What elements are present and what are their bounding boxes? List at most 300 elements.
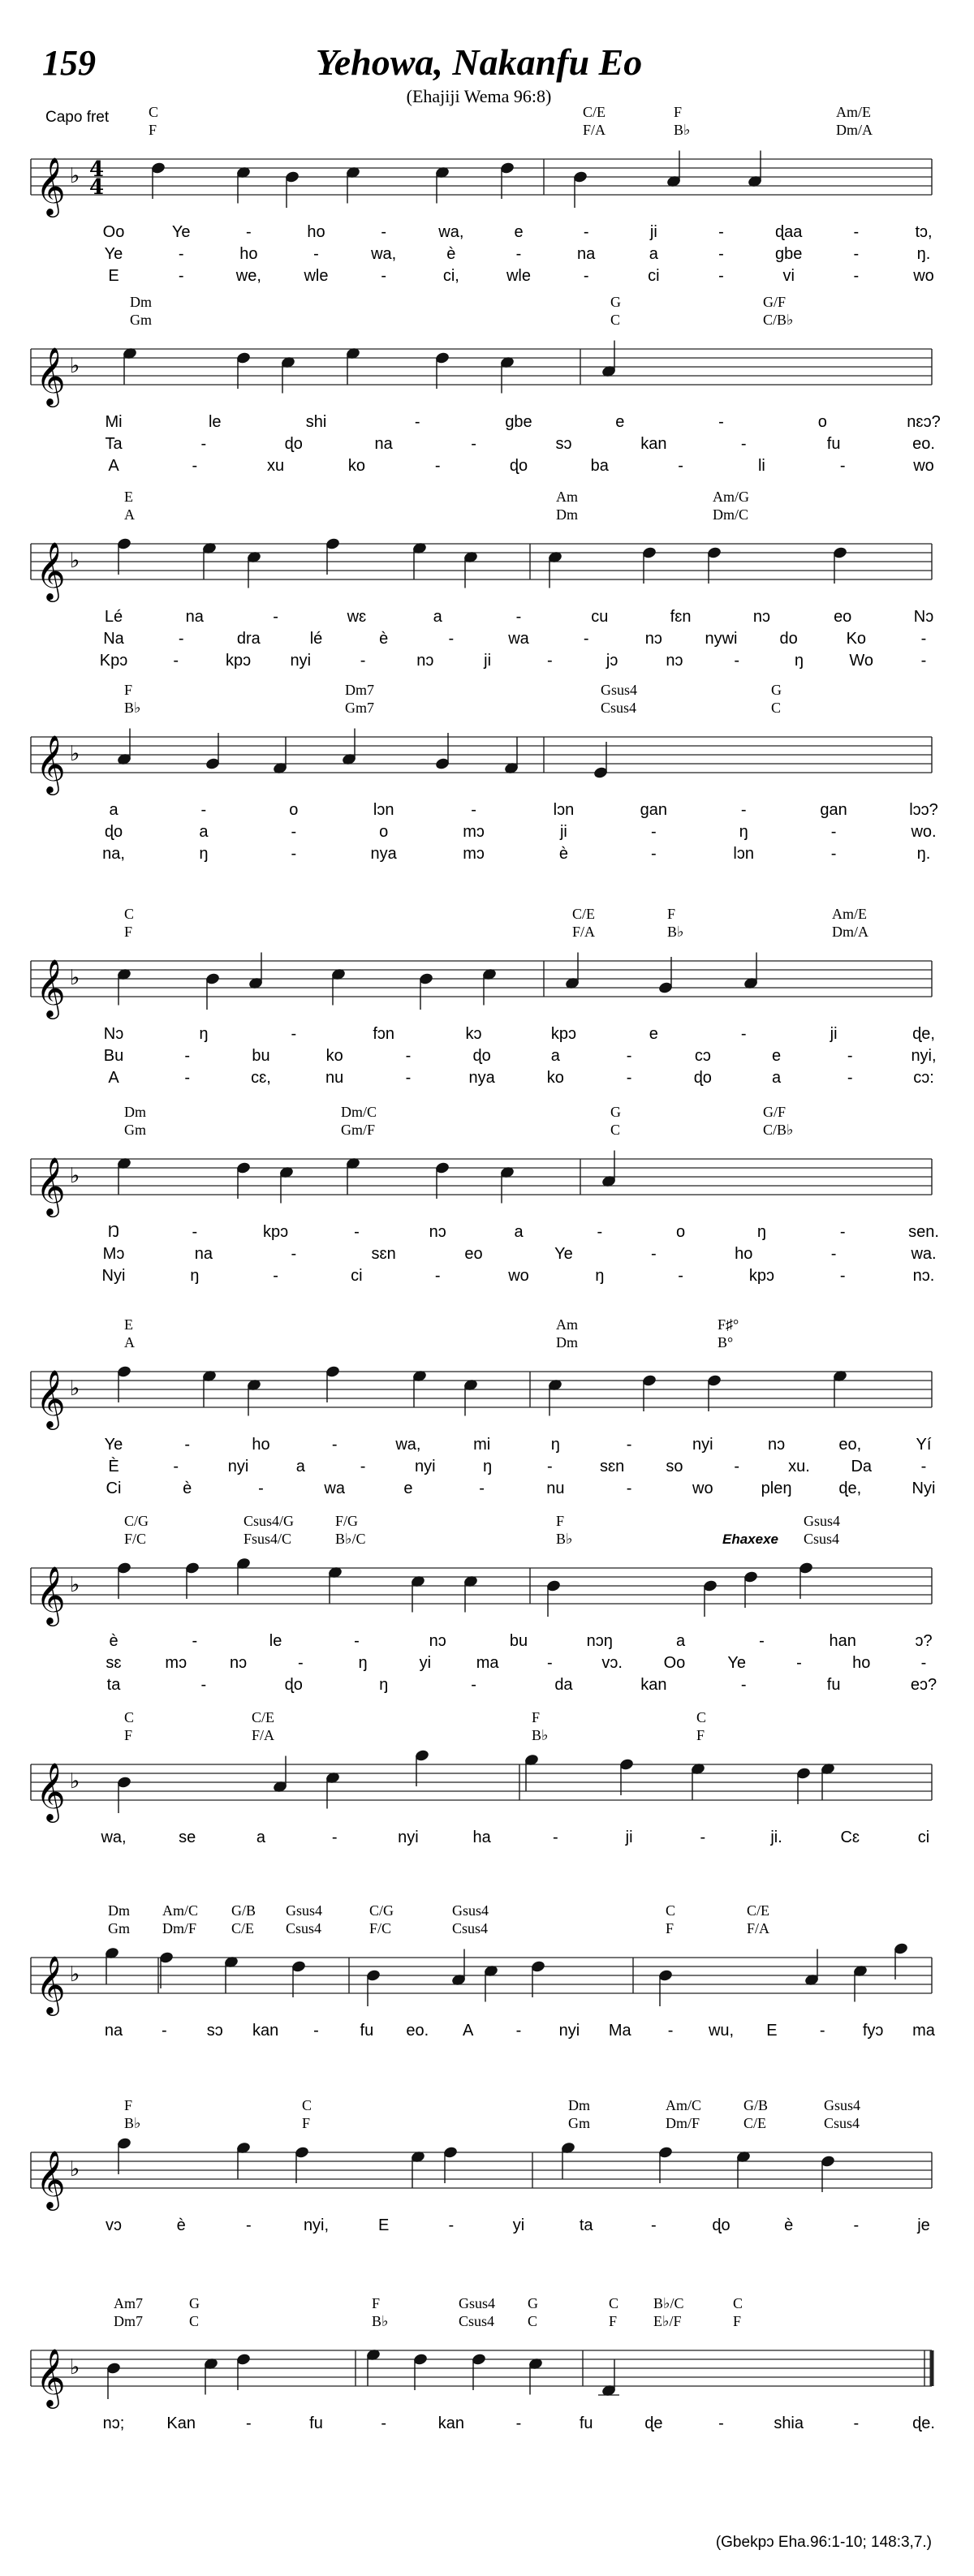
lyric-syllable: wa, [371, 245, 397, 263]
systems-container [31, 104, 941, 2432]
chord-symbol-top: Gsus4 [804, 1513, 841, 1529]
lyric-syllable: - [626, 1480, 632, 1497]
lyric-syllable: - [184, 1069, 191, 1087]
lyric-syllable: - [847, 1047, 853, 1065]
lyric-syllable: - [245, 2414, 252, 2432]
lyric-syllable: ko [347, 457, 365, 475]
chord-symbol-bottom: Gm [124, 1122, 146, 1138]
key-signature-flat-icon: ♭ [70, 549, 80, 573]
lyric-syllable: - [597, 1223, 603, 1241]
lyric-syllable: - [184, 1436, 191, 1454]
lyric-syllable: Nɔ [913, 608, 934, 626]
lyric-syllable: a [514, 1223, 524, 1241]
chord-symbol-top: C/E [252, 1709, 275, 1725]
lyric-syllable: ji [559, 823, 567, 841]
lyric-syllable: ɖe, [838, 1480, 862, 1497]
lyric-syllable: kpɔ [550, 1025, 577, 1043]
lyric-syllable: - [178, 245, 184, 263]
chord-symbol-top: F [372, 2295, 381, 2311]
lyric-syllable: ta [106, 1676, 121, 1694]
lyric-syllable: - [718, 245, 724, 263]
system-9 [31, 1709, 932, 1846]
lyric-syllable: na [374, 435, 393, 453]
chord-symbol-bottom: C/E [231, 1920, 255, 1936]
lyric-syllable: ɖe, [912, 1025, 935, 1043]
lyric-syllable: - [434, 1267, 441, 1285]
chord-symbol-top: C/E [572, 906, 596, 922]
lyric-syllable: eo [464, 1245, 483, 1263]
chord-symbol-top: F/G [335, 1513, 359, 1529]
lyric-syllable: cɔ: [913, 1069, 934, 1087]
lyric-syllable: wo [913, 267, 934, 285]
lyric-syllable: - [583, 223, 589, 241]
lyric-syllable: ho [735, 1245, 753, 1263]
lyric-syllable: - [547, 1458, 553, 1475]
lyric-syllable: nɔ; [102, 2414, 125, 2432]
lyric-syllable: kan [252, 2022, 279, 2040]
lyric-syllable: Yí [916, 1436, 932, 1454]
lyric-syllable: a [256, 1829, 266, 1846]
lyric-syllable: wa, [101, 1829, 127, 1846]
lyric-syllable: ɖo [509, 457, 528, 475]
chord-symbol-top: G/B [231, 1902, 256, 1919]
lyric-syllable: e [771, 1047, 782, 1065]
chord-symbol-bottom: B♭ [556, 1531, 573, 1547]
key-signature-flat-icon: ♭ [70, 164, 80, 188]
system-1 [31, 104, 934, 285]
lyric-syllable: - [853, 2216, 860, 2234]
chord-symbol-top: Gsus4 [824, 2097, 861, 2113]
lyric-syllable: - [740, 435, 747, 453]
lyric-syllable: nyi [692, 1436, 713, 1454]
lyric-syllable: sen. [908, 1223, 939, 1241]
lyric-syllable: ko [546, 1069, 564, 1087]
lyric-syllable: Ŋ [107, 1223, 120, 1241]
lyric-syllable: ɖaa [774, 223, 803, 241]
lyric-syllable: vɔ. [601, 1654, 623, 1672]
lyric-syllable: le [269, 1632, 282, 1650]
chord-symbol-bottom: Csus4 [452, 1920, 489, 1936]
lyric-syllable: - [920, 652, 927, 670]
lyric-syllable: nɔ [767, 1436, 786, 1454]
lyric-syllable: - [650, 823, 657, 841]
hymn-subtitle: (Ehajiji Wema 96:8) [406, 86, 552, 106]
chord-symbol-top: Gsus4 [286, 1902, 323, 1919]
lyric-syllable: Ci [106, 1480, 122, 1497]
lyric-syllable: - [830, 823, 837, 841]
lyric-syllable: gbe [505, 413, 532, 431]
lyric-syllable: - [853, 245, 860, 263]
hymn-number: 159 [42, 43, 96, 83]
chord-symbol-top: E [124, 1316, 133, 1333]
lyric-syllable: - [515, 608, 522, 626]
lyric-syllable: e [615, 413, 625, 431]
chord-symbol-top: F♯° [718, 1316, 739, 1333]
lyric-syllable: kan [640, 1676, 667, 1694]
lyric-syllable: ɖe [644, 2414, 663, 2432]
chord-symbol-bottom: F [609, 2313, 618, 2329]
lyric-syllable: ŋ. [916, 245, 931, 263]
lyric-syllable: Lé [104, 608, 123, 626]
lyric-syllable: ci [351, 1267, 363, 1285]
chord-symbol-top: Dm [130, 294, 152, 310]
lyric-syllable: eo [834, 608, 852, 626]
lyric-syllable: Wo [849, 652, 874, 670]
lyric-syllable: sɛ [106, 1654, 122, 1672]
chord-symbol-bottom: F/A [583, 122, 606, 138]
lyric-syllable: - [471, 801, 476, 819]
lyric-syllable: è [109, 1632, 119, 1650]
lyric-syllable: - [192, 457, 198, 475]
lyric-syllable: E [108, 267, 119, 285]
lyric-syllable: a [433, 608, 442, 626]
lyric-syllable: e [514, 223, 524, 241]
system-5 [31, 906, 937, 1087]
lyric-syllable: - [796, 1654, 802, 1672]
lyric-syllable: lɔn [553, 801, 575, 819]
lyric-syllable: ci [648, 267, 660, 285]
treble-clef-icon: 𝄞 [36, 958, 66, 1017]
lyric-syllable: - [920, 1654, 927, 1672]
treble-clef-icon: 𝄞 [36, 346, 66, 405]
chord-symbol-bottom: F [124, 924, 133, 940]
lyric-syllable: wo [508, 1267, 529, 1285]
chord-symbol-top: F [532, 1709, 541, 1725]
lyric-syllable: lɔn [373, 801, 394, 819]
treble-clef-icon: 𝄞 [36, 156, 66, 215]
chord-symbol-bottom: B♭ [667, 924, 684, 940]
lyric-syllable: wa, [438, 223, 464, 241]
lyric-syllable: jɔ [606, 652, 618, 670]
chord-symbol-top: G/F [763, 1104, 787, 1120]
lyric-syllable: cɔ [694, 1047, 711, 1065]
lyric-syllable: o [817, 413, 827, 431]
lyric-syllable: - [192, 1632, 198, 1650]
lyric-syllable: ho [852, 1654, 871, 1672]
chord-symbol-top: Am [556, 1316, 578, 1333]
lyric-syllable: Mɔ [102, 1245, 125, 1263]
scripture-reference: (Gbekpɔ Eha.96:1-10; 148:3,7.) [715, 2534, 932, 2551]
chord-symbol-bottom: Csus4 [459, 2313, 495, 2329]
lyric-syllable: wa, [395, 1436, 421, 1454]
lyric-syllable: - [667, 2022, 674, 2040]
lyric-syllable: ɖo [693, 1069, 712, 1087]
lyric-syllable: - [162, 2022, 167, 2040]
lyric-syllable: vɔ [106, 2216, 122, 2234]
chord-symbol-top: G [610, 1104, 621, 1120]
lyric-syllable: bu [252, 1047, 270, 1065]
chord-symbol-bottom: C/B♭ [763, 312, 794, 328]
lyric-syllable: kɔ [465, 1025, 482, 1043]
key-signature-flat-icon: ♭ [70, 1573, 80, 1597]
lyric-syllable: Ta [105, 435, 123, 453]
lyric-syllable: nɔ [429, 1632, 446, 1650]
chord-symbol-top: Am/G [713, 489, 749, 505]
lyric-syllable: - [847, 1069, 853, 1087]
lyric-syllable: gbe [774, 245, 803, 263]
lyric-syllable: bu [509, 1632, 528, 1650]
lyric-syllable: - [547, 1654, 553, 1672]
chord-symbol-top: C [733, 2295, 743, 2311]
lyric-syllable: - [734, 1458, 740, 1475]
lyric-syllable: a [676, 1632, 686, 1650]
lyric-syllable: - [434, 457, 441, 475]
lyric-syllable: - [547, 652, 553, 670]
chord-symbol-bottom: B♭ [372, 2313, 389, 2329]
chord-symbol-bottom: F [149, 122, 157, 138]
lyric-syllable: nɔ [752, 608, 770, 626]
lyric-syllable: nywi [705, 630, 738, 648]
lyric-syllable: mɔ [463, 823, 485, 841]
chord-symbol-top: Am/E [832, 906, 867, 922]
lyric-syllable: - [920, 630, 927, 648]
chord-symbol-top: G [610, 294, 621, 310]
lyric-syllable: - [200, 801, 207, 819]
chord-symbol-bottom: Gm7 [345, 700, 374, 716]
lyric-syllable: - [626, 1436, 632, 1454]
lyric-syllable: Oo [102, 223, 125, 241]
system-11 [31, 2097, 932, 2234]
lyric-syllable: a [109, 801, 119, 819]
lyric-syllable: - [853, 223, 860, 241]
lyric-syllable: - [414, 413, 420, 431]
lyric-syllable: - [354, 1632, 360, 1650]
lyric-syllable: a [295, 1458, 305, 1475]
lyric-syllable: - [583, 267, 589, 285]
lyric-syllable: ŋ [199, 845, 209, 863]
lyric-syllable: ɖo [104, 823, 123, 841]
lyric-syllable: - [405, 1047, 412, 1065]
lyric-syllable: Ye [104, 245, 123, 263]
key-signature-flat-icon: ♭ [70, 1769, 80, 1794]
lyric-syllable: - [291, 1025, 297, 1043]
treble-clef-icon: 𝄞 [36, 1156, 66, 1215]
lyric-syllable: mɔ [463, 845, 485, 863]
lyric-syllable: a [649, 245, 658, 263]
chord-symbol-top: B♭/C [653, 2295, 684, 2311]
lyric-syllable: kpɔ [225, 652, 252, 670]
section-marking: Ehaxexe [722, 1531, 778, 1547]
lyric-syllable: - [405, 1069, 412, 1087]
lyric-syllable: - [291, 823, 297, 841]
lyric-syllable: ma [912, 2022, 935, 2040]
key-signature-flat-icon: ♭ [70, 1962, 80, 1987]
lyric-syllable: ba [590, 457, 609, 475]
lyric-syllable: - [740, 801, 747, 819]
lyric-syllable: Kpɔ [99, 652, 128, 670]
lyric-syllable: - [839, 1223, 846, 1241]
lyric-syllable: - [678, 1267, 683, 1285]
lyric-syllable: - [273, 608, 278, 626]
lyric-syllable: - [678, 457, 683, 475]
chord-symbol-bottom: Dm/F [666, 2115, 700, 2131]
lyric-syllable: - [381, 267, 387, 285]
treble-clef-icon: 𝄞 [36, 1368, 66, 1428]
lyric-syllable: eo. [912, 435, 935, 453]
lyric-syllable: wle [304, 267, 329, 285]
lyric-syllable: - [291, 1245, 297, 1263]
chord-symbol-top: F [124, 682, 133, 698]
lyric-syllable: fu [579, 2414, 593, 2432]
chord-symbol-bottom: Gm [130, 312, 152, 328]
lyric-syllable: - [718, 223, 724, 241]
chord-symbol-bottom: Fsus4/C [244, 1531, 292, 1547]
lyric-syllable: ɖe. [912, 2414, 935, 2432]
lyric-syllable: lé [309, 630, 323, 648]
lyric-syllable: ɖo [284, 435, 303, 453]
lyric-syllable: - [381, 223, 387, 241]
lyric-syllable: - [853, 267, 860, 285]
lyric-syllable: nɔ [644, 630, 662, 648]
lyric-syllable: gan [820, 801, 847, 819]
lyric-syllable: shi [305, 413, 327, 431]
chord-symbol-top: Gsus4 [601, 682, 638, 698]
lyric-syllable: - [200, 1676, 207, 1694]
chord-symbol-top: Csus4/G [244, 1513, 295, 1529]
lyric-syllable: ɖo [472, 1047, 491, 1065]
lyric-syllable: - [178, 630, 184, 648]
lyric-syllable: gan [640, 801, 668, 819]
lyric-syllable: mɔ [165, 1654, 187, 1672]
lyric-syllable: - [734, 652, 740, 670]
chord-symbol-top: Dm [568, 2097, 590, 2113]
lyric-syllable: lɔn [733, 845, 755, 863]
chord-symbol-bottom: Csus4 [824, 2115, 860, 2131]
lyric-syllable: - [650, 845, 657, 863]
lyric-syllable: Bu [103, 1047, 124, 1065]
time-signature-bottom: 4 [89, 175, 105, 200]
key-signature-flat-icon: ♭ [70, 966, 80, 990]
lyric-syllable: - [178, 267, 184, 285]
lyric-syllable: ɖo [284, 1676, 303, 1694]
lyric-syllable: È [108, 1458, 119, 1475]
chord-symbol-top: C [124, 906, 135, 922]
chord-symbol-bottom: E♭/F [653, 2313, 682, 2329]
chord-symbol-bottom: F [666, 1920, 674, 1936]
lyric-syllable: - [331, 1436, 338, 1454]
chord-symbol-top: Am [556, 489, 578, 505]
chord-symbol-top: G [528, 2295, 538, 2311]
key-signature-flat-icon: ♭ [70, 354, 80, 378]
lyric-syllable: yi [512, 2216, 525, 2234]
lyric-syllable: ŋ [358, 1654, 368, 1672]
lyric-syllable: - [650, 2216, 657, 2234]
chord-symbol-top: G [771, 682, 782, 698]
chord-symbol-bottom: C [771, 700, 782, 716]
lyric-syllable: ji [625, 1829, 633, 1846]
chord-symbol-top: Am/C [162, 1902, 199, 1919]
lyric-syllable: - [920, 1458, 927, 1475]
chord-symbol-top: C/G [124, 1513, 149, 1529]
lyric-syllable: ci [917, 1829, 930, 1846]
lyric-syllable: Nyi [912, 1480, 936, 1497]
chord-symbol-bottom: C/E [743, 2115, 767, 2131]
lyric-syllable: sɛn [371, 1245, 396, 1263]
lyric-syllable: ji [649, 223, 657, 241]
lyric-syllable: wle [506, 267, 532, 285]
lyric-syllable: - [839, 457, 846, 475]
lyric-syllable: - [360, 1458, 366, 1475]
lyric-syllable: è [176, 2216, 186, 2234]
lyric-syllable: Mi [105, 413, 123, 431]
lyric-syllable: tɔ, [915, 223, 933, 241]
lyric-syllable: - [471, 435, 476, 453]
key-signature-flat-icon: ♭ [70, 2355, 80, 2380]
chord-symbol-bottom: B♭ [124, 700, 141, 716]
lyric-syllable: sɔ [555, 435, 572, 453]
lyric-syllable: Oo [663, 1654, 686, 1672]
lyric-syllable: kan [437, 2414, 464, 2432]
lyric-syllable: ŋ [483, 1458, 493, 1475]
chord-symbol-bottom: Csus4 [286, 1920, 322, 1936]
lyric-syllable: ji [830, 1025, 838, 1043]
lyric-syllable: je [917, 2216, 930, 2234]
lyric-syllable: wa. [911, 1245, 937, 1263]
chord-symbol-top: Dm/C [341, 1104, 377, 1120]
lyric-syllable: è [183, 1480, 192, 1497]
system-2 [31, 294, 941, 475]
lyric-syllable: Da [851, 1458, 873, 1475]
lyric-syllable: Na [103, 630, 124, 648]
lyric-syllable: ho [307, 223, 325, 241]
chord-symbol-top: C/E [747, 1902, 770, 1919]
chord-symbol-bottom: F [124, 1727, 133, 1743]
lyric-syllable: è [379, 630, 389, 648]
lyric-syllable: è [558, 845, 569, 863]
lyric-syllable: nɔŋ [586, 1632, 613, 1650]
system-3 [31, 489, 933, 670]
lyric-syllable: - [258, 1480, 264, 1497]
chord-symbol-top: Gsus4 [452, 1902, 489, 1919]
treble-clef-icon: 𝄞 [36, 1565, 66, 1624]
lyric-syllable: - [583, 630, 589, 648]
treble-clef-icon: 𝄞 [36, 1761, 66, 1820]
lyric-syllable: wa [508, 630, 529, 648]
chord-symbol-top: C [696, 1709, 707, 1725]
chord-symbol-bottom: C/B♭ [763, 1122, 794, 1138]
lyric-syllable: sɔ [206, 2022, 223, 2040]
lyric-syllable: wo [913, 457, 934, 475]
lyric-syllable: fɔn [373, 1025, 395, 1043]
chord-symbol-top: F [556, 1513, 565, 1529]
lyric-syllable: fu [360, 2022, 374, 2040]
lyric-syllable: ta [579, 2216, 593, 2234]
lyric-syllable: - [650, 1245, 657, 1263]
lyric-syllable: vi [782, 267, 795, 285]
chord-symbol-bottom: B° [718, 1334, 734, 1350]
lyric-syllable: do [779, 630, 798, 648]
chord-symbol-top: Am7 [114, 2295, 143, 2311]
lyric-syllable: nyi, [303, 2216, 330, 2234]
chord-symbol-bottom: Gm/F [341, 1122, 376, 1138]
lyric-syllable: - [448, 2216, 455, 2234]
lyric-syllable: - [718, 413, 724, 431]
chord-symbol-top: C/E [583, 104, 606, 120]
lyric-syllable: Ye [727, 1654, 747, 1672]
lyric-syllable: ho [252, 1436, 270, 1454]
lyric-syllable: nyi [227, 1458, 249, 1475]
lyric-syllable: nyi [398, 1829, 419, 1846]
lyric-syllable: shia [774, 2414, 804, 2432]
lyric-syllable: - [626, 1069, 632, 1087]
hymn-title: Yehowa, Nakanfu Eo [315, 41, 643, 83]
lyric-syllable: kpɔ [263, 1223, 289, 1241]
lyric-syllable: Ye [104, 1436, 123, 1454]
chord-symbol-bottom: C [610, 312, 621, 328]
lyric-syllable: o [379, 823, 389, 841]
lyric-syllable: - [479, 1480, 485, 1497]
lyric-syllable: - [313, 2022, 319, 2040]
